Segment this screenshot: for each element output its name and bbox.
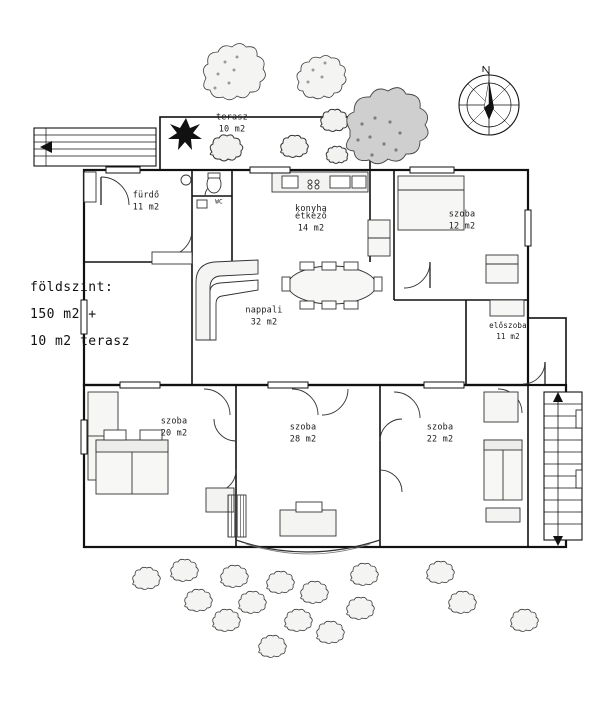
room-name: szoba bbox=[426, 422, 454, 433]
dining-table bbox=[282, 262, 382, 309]
room-name: WC bbox=[215, 198, 223, 206]
room22-furniture bbox=[484, 392, 522, 522]
room-area: 12 m2 bbox=[448, 222, 476, 232]
room-label-szoba22 bbox=[427, 422, 454, 447]
title-line-2: 150 m2 + bbox=[30, 307, 97, 322]
terrace-decor bbox=[168, 88, 428, 164]
bathroom-fixtures bbox=[84, 172, 221, 264]
landscaping-bottom bbox=[133, 559, 539, 657]
room-area: 14 m2 bbox=[297, 224, 325, 234]
exterior-stairs-left bbox=[34, 128, 156, 166]
room-label-szoba20 bbox=[161, 416, 188, 441]
room20-furniture bbox=[88, 392, 234, 512]
landscaping-top bbox=[203, 44, 346, 100]
room-label-szoba28 bbox=[290, 422, 317, 447]
room-area: 28 m2 bbox=[289, 435, 317, 445]
room-label-eloszoba bbox=[489, 321, 527, 343]
room28-furniture bbox=[228, 495, 380, 554]
room-name: fürdő bbox=[132, 190, 160, 201]
room-label-terasz bbox=[216, 112, 248, 137]
room-area: 32 m2 bbox=[250, 318, 278, 328]
room-name: terasz bbox=[216, 112, 248, 123]
compass-rose bbox=[459, 66, 519, 135]
title-line-1: földszint: bbox=[30, 280, 114, 295]
room12-furniture bbox=[398, 176, 524, 316]
room-area: 10 m2 bbox=[218, 125, 246, 135]
room-label-szoba12 bbox=[449, 209, 476, 234]
title-line-3: 10 m2 terasz bbox=[30, 334, 130, 349]
room-name: előszoba bbox=[489, 321, 527, 331]
room-label-wc bbox=[215, 199, 223, 208]
entry-stairs-right bbox=[544, 392, 582, 546]
room-name: szoba bbox=[448, 209, 476, 220]
room-name: konyha bbox=[295, 203, 327, 214]
room-label-nappali bbox=[245, 305, 282, 330]
room-area: 22 m2 bbox=[426, 435, 454, 445]
plan-title-block bbox=[30, 280, 190, 349]
room-label-etkezo bbox=[295, 211, 327, 236]
door-swings-lower bbox=[204, 389, 522, 492]
room-area: 11 m2 bbox=[496, 332, 520, 341]
room-name: nappali bbox=[245, 305, 283, 316]
room-name: szoba bbox=[160, 416, 188, 427]
room-label-furdo bbox=[133, 190, 160, 215]
kitchen-fixtures bbox=[272, 172, 390, 256]
room-area: 11 m2 bbox=[132, 203, 160, 213]
room-name: szoba bbox=[289, 422, 317, 433]
room-area: 20 m2 bbox=[160, 429, 188, 439]
room-name: étkező bbox=[295, 211, 327, 222]
